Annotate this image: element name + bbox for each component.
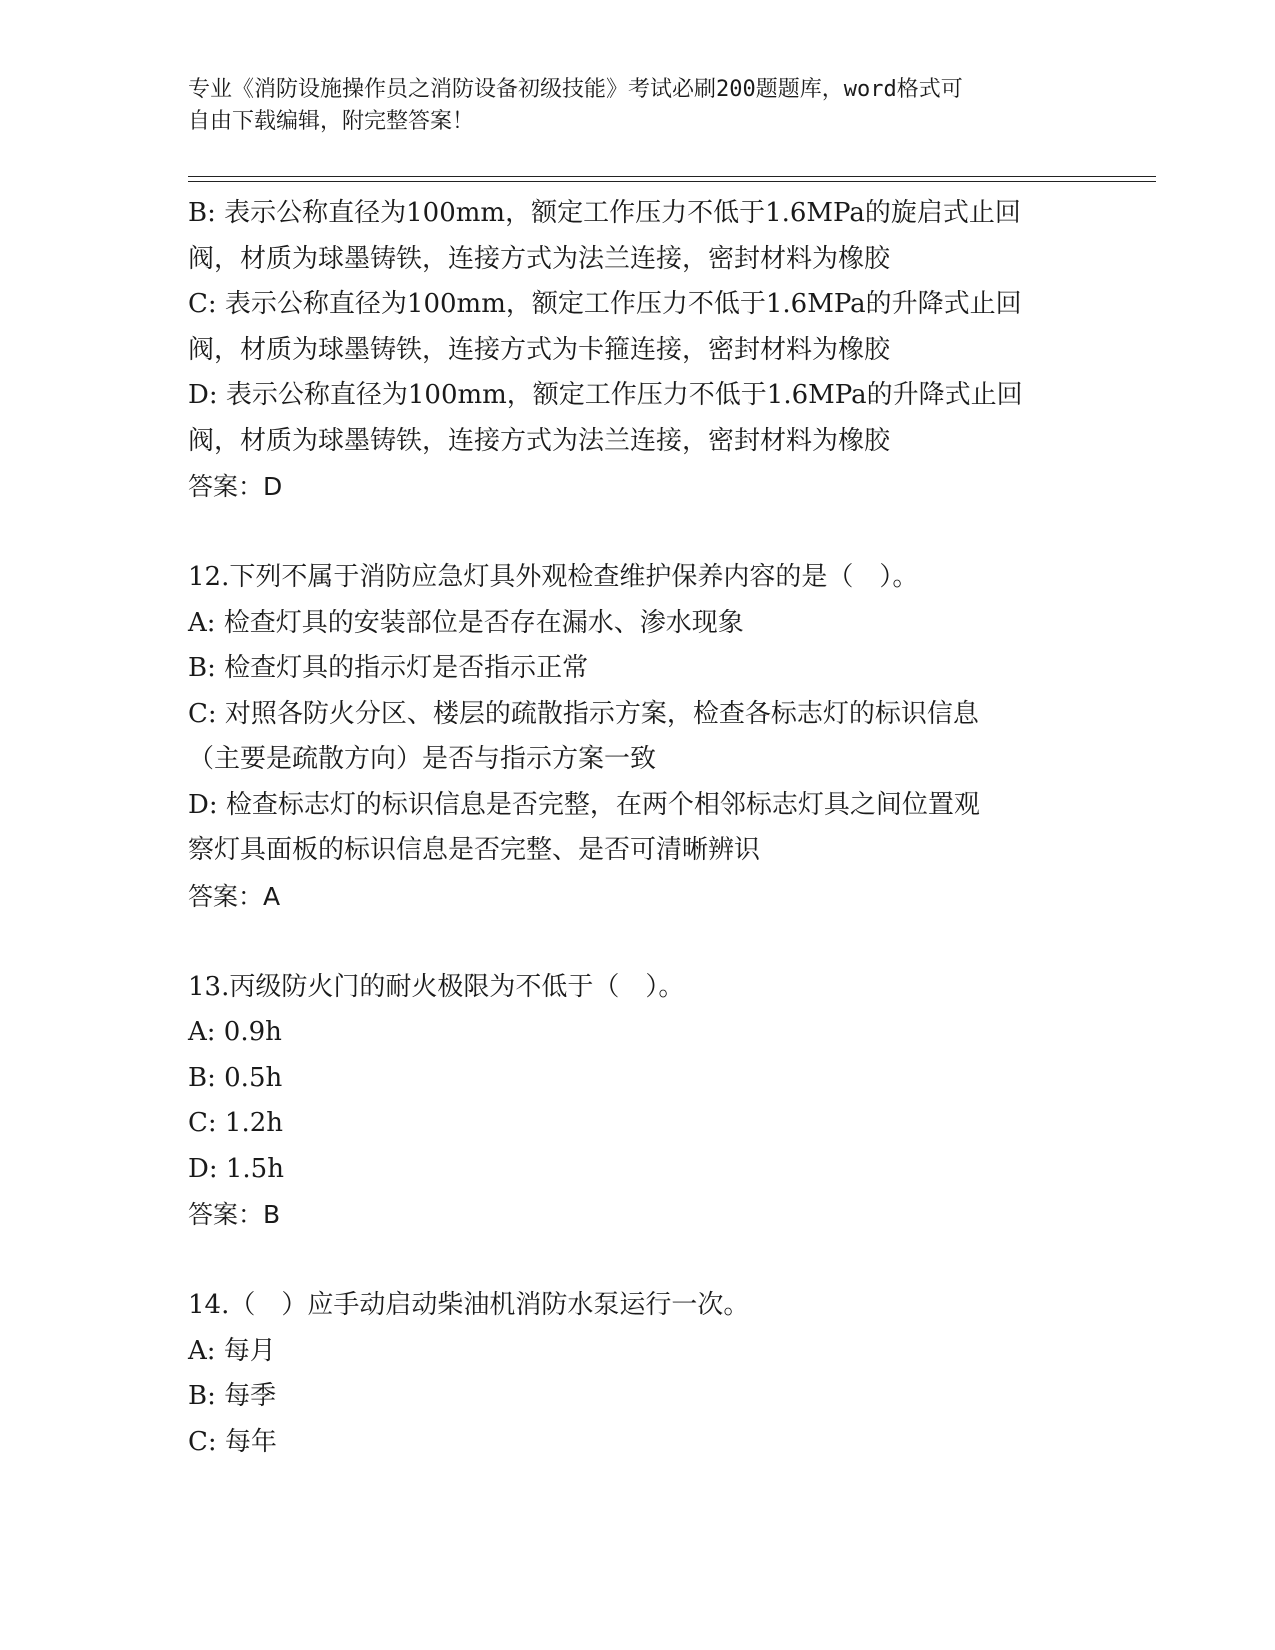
spacer	[188, 919, 1088, 965]
option-a-line: A: 检查灯具的安装部位是否存在漏水、渗水现象	[188, 607, 744, 638]
option-d-line-1: D: 检查标志灯的标识信息是否完整，在两个相邻标志灯具之间位置观	[188, 789, 980, 820]
page-header	[188, 74, 1088, 138]
option-c-line-1: C: 表示公称直径为100mm，额定工作压力不低于1.6MPa的升降式止回	[188, 289, 1022, 319]
spacer	[188, 510, 1088, 556]
option-d-line-1: D: 表示公称直径为100mm，额定工作压力不低于1.6MPa的升降式止回	[188, 380, 1023, 410]
option-c-line-2: （主要是疏散方向）是否与指示方案一致	[188, 744, 657, 774]
document-body	[188, 191, 1088, 1465]
option-b-line: B: 检查灯具的指示灯是否指示正常	[188, 653, 589, 683]
question-14-block	[188, 1283, 1088, 1465]
option-a-line: A: 每月	[188, 1335, 276, 1366]
question-12-block	[188, 555, 1088, 919]
question-11-block	[188, 191, 1088, 510]
answer-line: 答案：D	[188, 472, 283, 501]
option-c-line-1: C: 对照各防火分区、楼层的疏散指示方案，检查各标志灯的标识信息	[188, 698, 979, 729]
header-line-1: 专业《消防设施操作员之消防设备初级技能》考试必刷200题题库，word格式可	[188, 77, 963, 102]
option-c-line-2: 阀，材质为球墨铸铁，连接方式为卡箍连接，密封材料为橡胶	[188, 334, 891, 365]
option-b-line: B: 0.5h	[188, 1062, 283, 1093]
answer-line: 答案：A	[188, 881, 281, 911]
option-b-line-2: 阀，材质为球墨铸铁，连接方式为法兰连接，密封材料为橡胶	[188, 243, 891, 274]
option-d-line-2: 阀，材质为球墨铸铁，连接方式为法兰连接，密封材料为橡胶	[188, 425, 891, 456]
answer-line: 答案：B	[188, 1200, 281, 1229]
header-divider-bottom	[188, 181, 1156, 182]
option-a-line: A: 0.9h	[188, 1017, 282, 1047]
question-13-block	[188, 965, 1088, 1238]
question-text: 13.丙级防火门的耐火极限为不低于（ ）。	[188, 971, 685, 1002]
option-d-line: D: 1.5h	[188, 1153, 284, 1184]
option-b-line: B: 每季	[188, 1381, 277, 1411]
spacer	[188, 1238, 1088, 1284]
question-text: 14.（ ）应手动启动柴油机消防水泵运行一次。	[188, 1290, 750, 1320]
header-line-2: 自由下载编辑，附完整答案！	[188, 109, 475, 134]
option-c-line: C: 每年	[188, 1426, 277, 1457]
question-text: 12.下列不属于消防应急灯具外观检查维护保养内容的是（ ）。	[188, 562, 919, 592]
header-divider-top	[188, 176, 1156, 177]
option-b-line-1: B: 表示公称直径为100mm，额定工作压力不低于1.6MPa的旋启式止回	[188, 198, 1021, 228]
option-d-line-2: 察灯具面板的标识信息是否完整、是否可清晰辨识	[188, 835, 761, 865]
option-c-line: C: 1.2h	[188, 1108, 284, 1138]
